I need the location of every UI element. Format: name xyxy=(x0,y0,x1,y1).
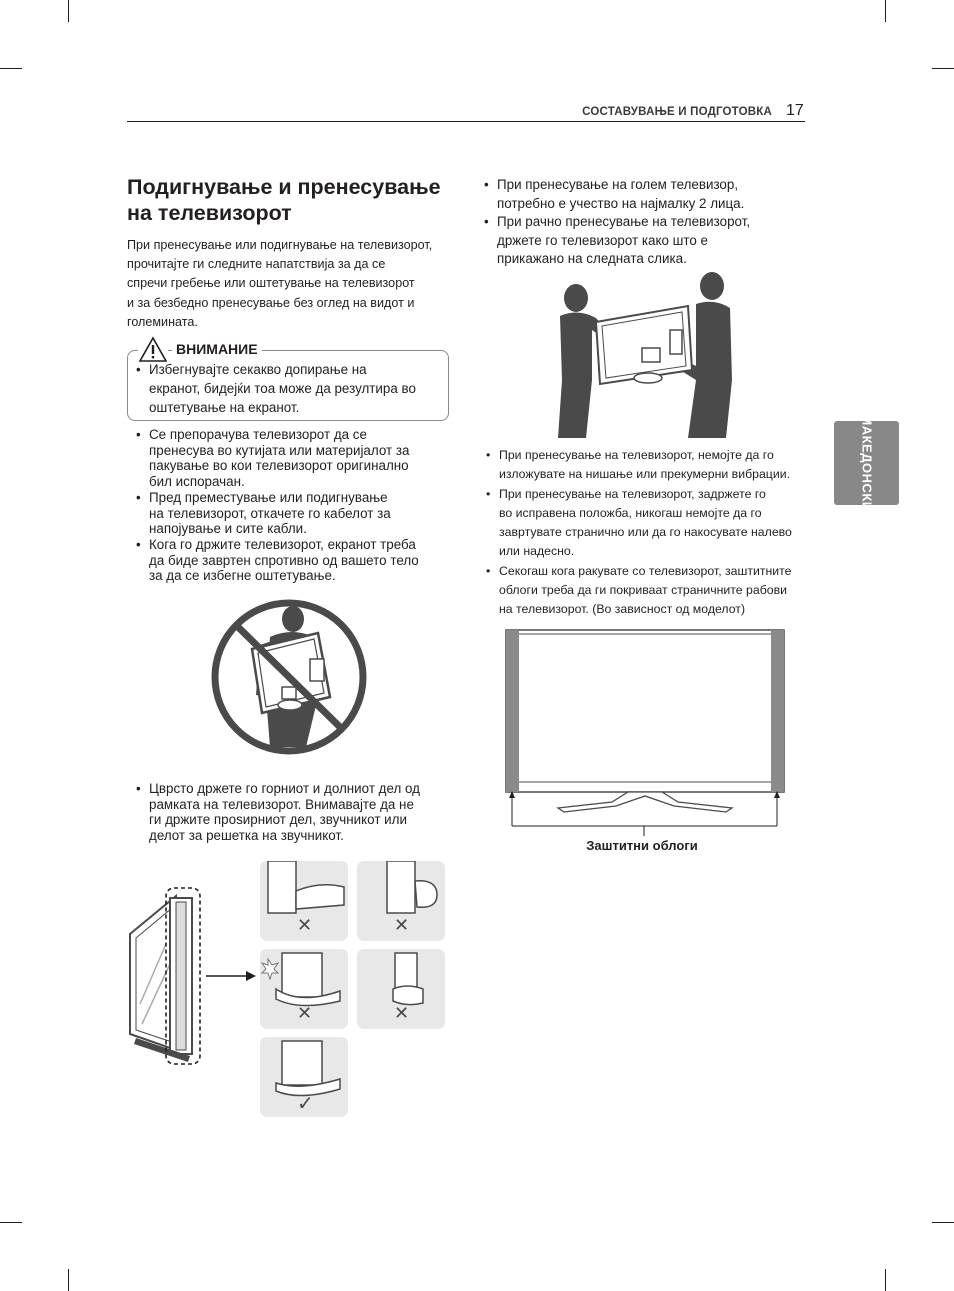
right-bullet-list xyxy=(475,176,750,269)
bullet-line: за да се избегне оштетување. xyxy=(149,568,336,584)
tv-protective-cover-diagram xyxy=(500,626,790,836)
correct-mark-icon: ✓ xyxy=(297,1093,314,1115)
protective-cover-right xyxy=(771,630,784,792)
bullet-line: на телевизорот. (Во зависност од моделот) xyxy=(499,602,746,617)
crop-mark xyxy=(885,0,886,22)
intro-line: спречи гребење или оштетување на телевизорот xyxy=(127,276,415,291)
bullet-item xyxy=(127,490,419,537)
caution-line: оштетување на екранот. xyxy=(149,400,300,415)
crop-mark xyxy=(0,1222,22,1223)
wrong-mark-icon: ✕ xyxy=(297,1003,313,1023)
wrong-mark-icon: ✕ xyxy=(297,915,313,935)
bullet-line: • Кога го држите телевизорот, екранот треба xyxy=(149,536,416,552)
header-rule xyxy=(127,121,805,122)
grip-panel-wrong-1 xyxy=(260,861,348,941)
wrong-mark-icon: ✕ xyxy=(394,915,410,935)
title-line: Подигнување и пренесување xyxy=(127,175,441,199)
person-figure xyxy=(558,284,604,438)
intro-line: прочитајте ги следните напатствија за да се xyxy=(127,257,386,272)
grip-panel-wrong-3 xyxy=(260,949,348,1029)
bullet-line: држете го телевизорот како што е xyxy=(497,232,708,248)
bullet-line: • При рачно пренесување на телевизорот, xyxy=(497,214,751,229)
bullet-line: изложувате на нишање или прекумерни вибрации. xyxy=(499,467,790,482)
grip-panel-wrong-2 xyxy=(357,861,445,941)
page-title xyxy=(127,174,467,226)
bullet-line: • При пренесување на голем телевизор, xyxy=(497,177,739,192)
bullet-line: • При пренесување на телевизорот, задржете го xyxy=(499,486,766,501)
caution-item xyxy=(127,360,416,417)
title-line: на телевизорот xyxy=(127,201,292,225)
bullet-line: • При пренесување на телевизорот, немојте да го xyxy=(499,448,774,462)
crop-mark xyxy=(932,1222,954,1223)
bullet-line: делот за решетка на звучникот. xyxy=(149,828,344,844)
caution-title: ВНИМАНИЕ xyxy=(172,341,262,357)
bullet-item xyxy=(475,176,750,213)
caution-list xyxy=(127,360,416,417)
header-section-title: СОСТАВУВАЊЕ И ПОДГОТОВКА xyxy=(582,106,772,118)
intro-line: и за безбедно пренесување без оглед на видот и xyxy=(127,295,415,310)
bullet-item xyxy=(475,213,750,269)
bullet-line: прикажано на следната слика. xyxy=(497,251,687,266)
tv-figure xyxy=(596,306,692,384)
right-small-bullet-list xyxy=(485,446,792,620)
intro-paragraph xyxy=(127,236,457,332)
language-tab-label: МАКЕДОНСКИ xyxy=(859,414,874,512)
bullet-line: • Пред преместување или подигнување xyxy=(149,489,388,505)
crop-mark xyxy=(932,68,954,69)
bullet-item xyxy=(485,446,792,485)
bullet-item xyxy=(485,562,792,620)
bullet-item xyxy=(127,427,419,490)
bullet-line: напојување и сите кабли. xyxy=(149,521,307,537)
crop-mark xyxy=(68,1269,69,1291)
bullet-item xyxy=(127,781,420,844)
bullet-line: пренесува во кутијата или материјалот за xyxy=(149,442,410,458)
grip-panel-wrong-4 xyxy=(357,949,445,1029)
intro-line: При пренесување или подигнување на телевизорот, xyxy=(127,238,433,252)
grip-bullet-list xyxy=(127,781,420,844)
page-number: 17 xyxy=(786,102,804,119)
wrong-mark-icon: ✕ xyxy=(394,1003,410,1023)
intro-line: големината. xyxy=(127,314,198,329)
bullet-line: пакување во кои телевизорот оригинално xyxy=(149,458,409,474)
crop-mark xyxy=(0,68,22,69)
caution-line: • Избегнувајте секакво допирање на xyxy=(149,362,367,377)
bullet-line: завртувате странично или да го накосувате налево xyxy=(499,525,792,540)
bullet-item xyxy=(485,485,792,562)
bullet-item xyxy=(127,537,419,584)
caution-line: екранот, бидејќи тоа може да резултира во xyxy=(149,381,416,396)
language-tab xyxy=(834,414,899,512)
crop-mark xyxy=(68,0,69,22)
bullet-line: ги држите проѕирниот дел, звучникот или xyxy=(149,812,407,828)
bullet-line: да биде завртен спротивно од вашето тело xyxy=(149,552,419,568)
bullet-line: на телевизорот, откачете го кабелот за xyxy=(149,505,391,521)
bullet-line: • Секогаш кога ракувате со телевизорот, заштитните xyxy=(499,563,792,578)
protective-cover-label: Заштитни облоги xyxy=(586,838,698,853)
prohibited-carry-illustration xyxy=(206,597,372,759)
bullet-line: или надесно. xyxy=(499,544,575,559)
bullet-line: • Цврсто држете го горниот и долниот дел од xyxy=(149,781,420,796)
crop-mark xyxy=(885,1269,886,1291)
grip-panel-right xyxy=(260,1037,348,1117)
tv-side-view-diagram xyxy=(126,884,262,1070)
bullet-line: облоги треба да ги покриваат страничните рабови xyxy=(499,583,787,598)
bullet-line: бил испорачан. xyxy=(149,474,245,490)
bullet-line: рамката на телевизорот. Внимавајте да не xyxy=(149,796,414,812)
bullet-line: во исправена положба, никогаш немојте да го xyxy=(499,505,762,520)
protective-cover-left xyxy=(506,630,519,792)
bullet-line: потребно е учество на најмалку 2 лица. xyxy=(497,195,745,211)
left-bullet-list xyxy=(127,427,419,584)
bullet-line: • Се препорачува телевизорот да се xyxy=(149,427,367,442)
two-person-carry-illustration xyxy=(556,270,734,440)
